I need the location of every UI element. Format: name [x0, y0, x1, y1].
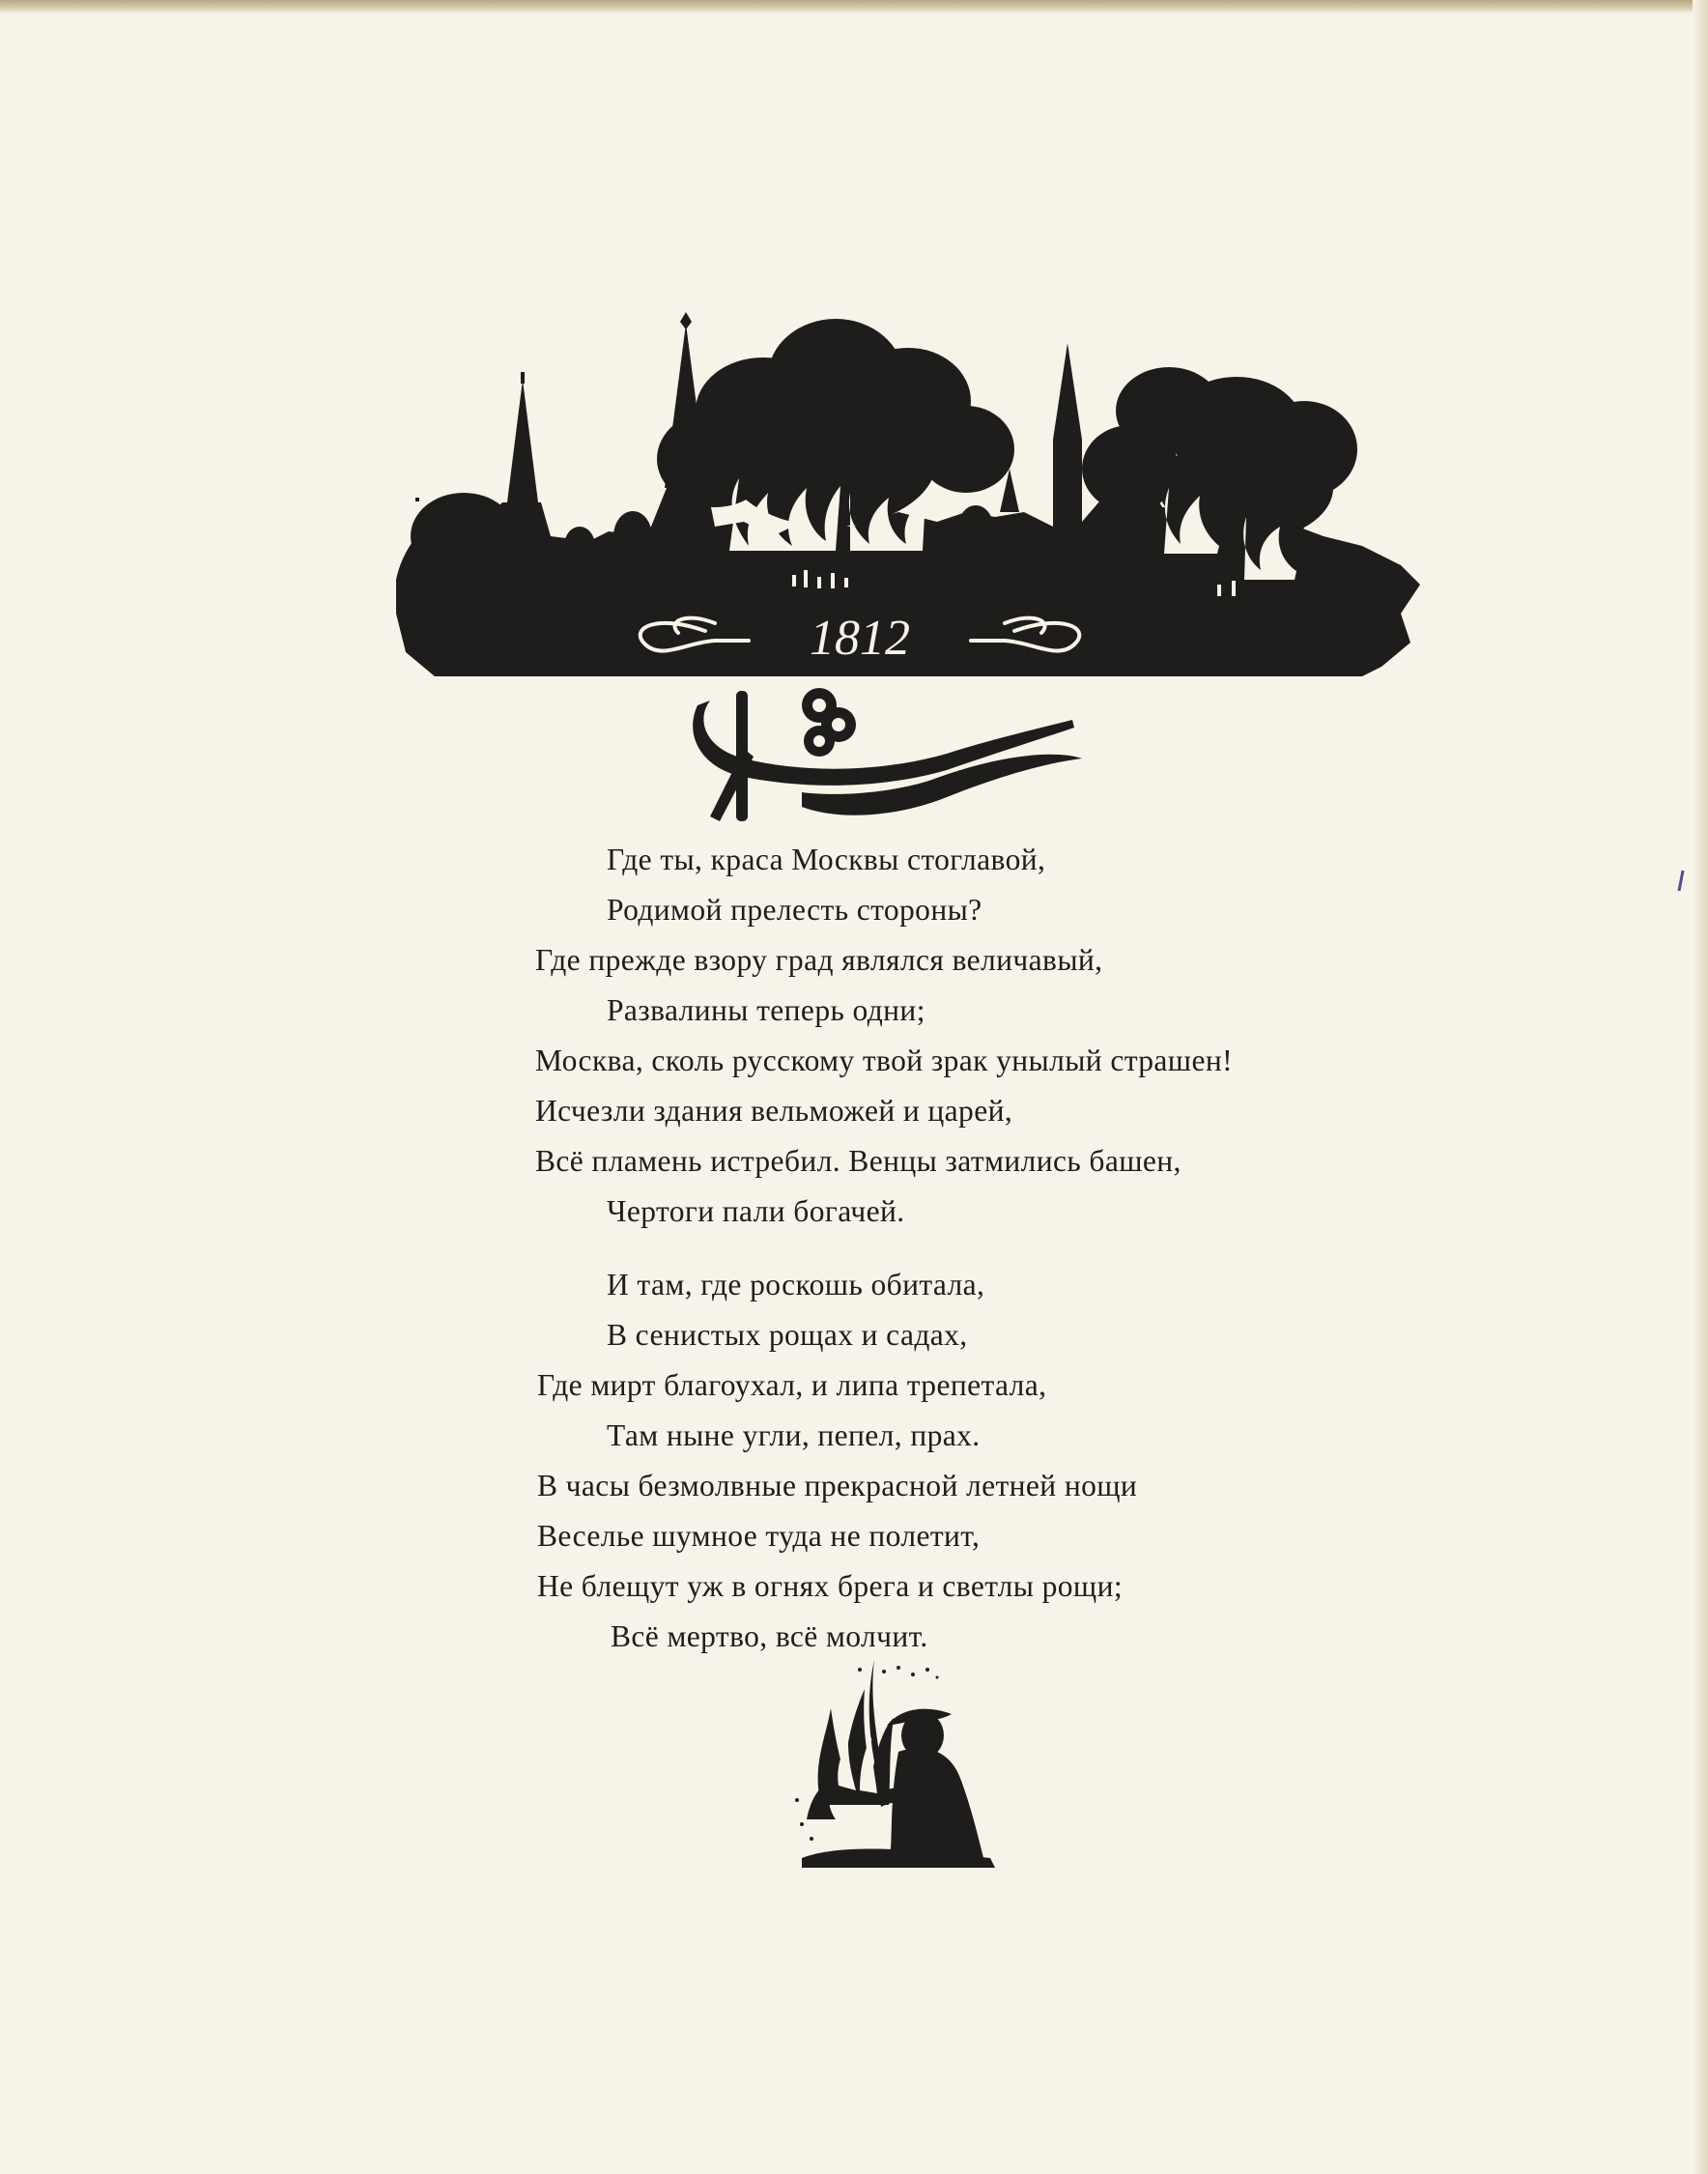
poem-line: И там, где роскошь обитала,	[607, 1268, 985, 1302]
poem-line: Там ныне угли, пепел, прах.	[607, 1418, 981, 1452]
poem-line: Москва, сколь русскому твой зрак унылый страшен!	[535, 1044, 1233, 1077]
page-top-edge	[0, 0, 1708, 14]
poem-line: Не блещут уж в огнях брега и светлы рощи;	[537, 1569, 1123, 1603]
poem-line: Всё мертво, всё молчит.	[611, 1619, 928, 1653]
year-1812: 1812	[810, 611, 910, 666]
poem-line: В сенистых рощах и садах,	[607, 1318, 968, 1352]
burning-moscow-skyline-silhouette-icon	[396, 295, 1420, 821]
poem-line: Чертоги пали богачей.	[607, 1194, 905, 1228]
poem-line: Где прежде взору град являлся величавый,	[535, 943, 1103, 977]
poem-line: Веселье шумное туда не полетит,	[537, 1519, 981, 1553]
poem-line: Всё пламень истребил. Венцы затмились башен,	[535, 1144, 1181, 1178]
poem-line: Где мирт благоухал, и липа трепетала,	[537, 1368, 1047, 1402]
poem-line: Родимой прелесть стороны?	[607, 893, 982, 927]
poem-line: Развалины теперь одни;	[607, 993, 925, 1027]
poem-line: В часы безмолвные прекрасной летней нощи	[537, 1469, 1138, 1502]
ink-mark	[1677, 870, 1685, 893]
poem-line: Где ты, краса Москвы стоглавой,	[607, 843, 1046, 876]
napoleon-by-campfire-silhouette-icon	[792, 1650, 1014, 1874]
page-right-edge	[1693, 0, 1708, 2174]
poem-line: Исчезли здания вельможей и царей,	[535, 1094, 1013, 1128]
